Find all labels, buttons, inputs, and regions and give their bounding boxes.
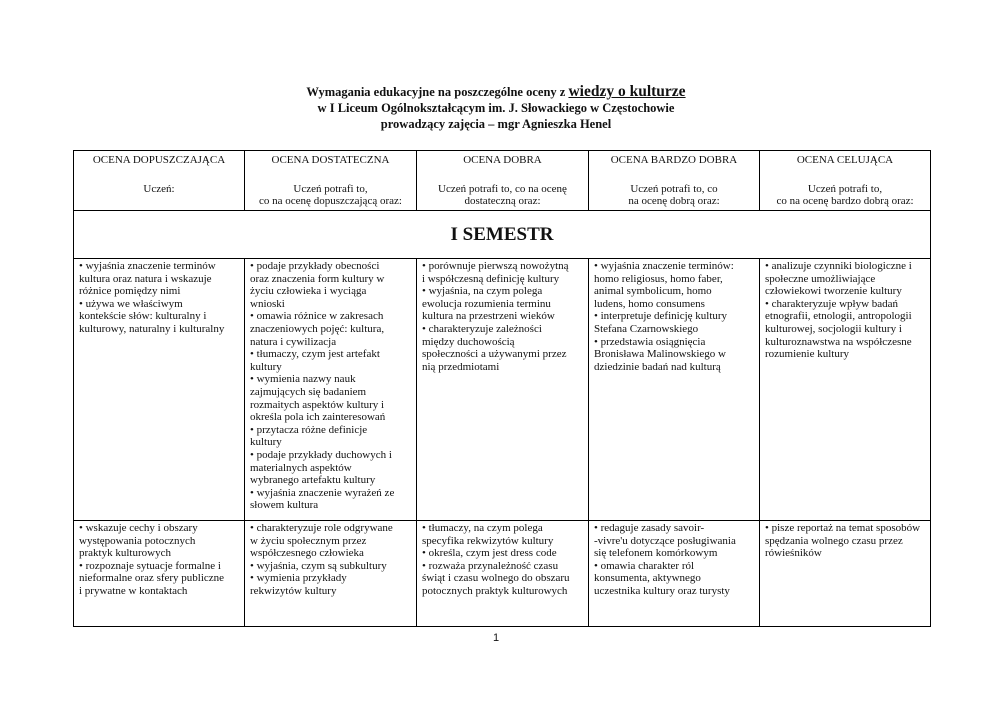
cell-line: praktyk kulturowych <box>79 547 171 560</box>
column-subtitle: Uczeń potrafi to, co <box>630 182 718 195</box>
cell-dostateczna <box>245 521 417 627</box>
column-header-3 <box>417 151 589 211</box>
cell-dobra <box>417 521 589 627</box>
cell-line: • porównuje pierwszą nowożytną <box>422 260 569 272</box>
header-subject: wiedzy o kulturze <box>568 83 686 100</box>
cell-line: kulturoznawstwa na współczesne <box>765 335 912 348</box>
cell-line: • interpretuje definicję kultury <box>594 310 728 323</box>
cell-line: specyfika rekwizytów kultury <box>422 534 554 547</box>
column-subtitle: Uczeń potrafi to, <box>807 182 883 195</box>
cell-line: • tłumaczy, czym jest artefakt <box>250 348 380 361</box>
cell-line: • tłumaczy, na czym polega <box>422 522 543 534</box>
column-subtitle: dostateczną oraz: <box>464 195 541 208</box>
cell-bardzo-dobra <box>589 259 760 521</box>
cell-dobra <box>417 259 589 521</box>
semester-heading: I SEMESTR <box>74 211 931 259</box>
cell-line: kultura na przestrzeni wieków <box>422 310 555 323</box>
cell-line: dziedzinie badań nad kulturą <box>594 360 721 373</box>
semester-row <box>74 211 931 259</box>
cell-line: rozumienie kultury <box>765 348 850 361</box>
header-line-2: w I Liceum Ogólnokształcącym im. J. Słowackiego w Częstochowie <box>317 101 675 115</box>
cell-line: • analizuje czynniki biologiczne i <box>765 260 912 272</box>
table-row <box>74 259 931 521</box>
column-title: OCENA DOBRA <box>463 154 542 166</box>
cell-line: • pisze reportaż na temat sposobów <box>765 522 921 534</box>
cell-line: kulturowy, naturalny i kulturalny <box>79 322 225 335</box>
cell-line: rówieśników <box>765 547 822 560</box>
cell-line: kulturowej, socjologii kultury i <box>765 322 902 335</box>
cell-bardzo-dobra <box>589 521 760 627</box>
document-header <box>0 84 992 132</box>
cell-line: znaczeniowych pojęć: kultura, <box>250 322 385 335</box>
cell-line: • rozpoznaje sytuacje formalne i <box>79 559 221 572</box>
cell-line: społeczności a używanymi przez <box>422 348 567 361</box>
cell-line: • wskazuje cechy i obszary <box>79 522 198 534</box>
cell-line: • podaje przykłady obecności <box>250 260 380 272</box>
cell-line: kontekście słów: kulturalny i <box>79 310 207 323</box>
cell-line: • podaje przykłady duchowych i <box>250 448 392 461</box>
cell-line: • wyjaśnia znaczenie wyrażeń ze <box>250 486 395 499</box>
column-subtitle: co na ocenę bardzo dobrą oraz: <box>776 195 914 208</box>
header-line-3: prowadzący zajęcia – mgr Agnieszka Henel <box>380 117 612 131</box>
cell-line: uczestnika kultury oraz turysty <box>594 584 730 597</box>
cell-line: różnice pomiędzy nimi <box>79 285 181 298</box>
cell-line: nieformalne oraz sfery publiczne <box>79 572 225 585</box>
cell-line: między duchowością <box>422 335 515 348</box>
cell-line: w życiu społecznym przez <box>250 534 367 547</box>
cell-line: • wyjaśnia, na czym polega <box>422 285 543 298</box>
column-subtitle: Uczeń potrafi to, co na ocenę <box>438 182 567 195</box>
cell-line: słowem kultura <box>250 499 319 512</box>
cell-line: kultury <box>250 436 282 449</box>
cell-line: życiu człowieka i wyciąga <box>250 285 367 298</box>
table-row <box>74 521 931 627</box>
cell-celujaca <box>760 259 931 521</box>
column-header-row <box>74 151 931 211</box>
cell-line: kultury <box>250 360 282 373</box>
column-title: OCENA CELUJĄCA <box>796 154 894 166</box>
cell-dopuszczajaca <box>74 521 245 627</box>
cell-line: • przytacza różne definicje <box>250 423 368 436</box>
column-subtitle: Uczeń: <box>143 182 175 195</box>
cell-line: natura i cywilizacja <box>250 335 337 348</box>
cell-line: spędzania wolnego czasu przez <box>765 534 903 547</box>
cell-line: • określa, czym jest dress code <box>422 547 557 560</box>
page-number: 1 <box>492 632 500 644</box>
column-title: OCENA DOSTATECZNA <box>271 154 390 166</box>
cell-line: • wyjaśnia znaczenie terminów: <box>594 260 734 272</box>
cell-line: społeczne umożliwiające <box>765 272 876 285</box>
cell-line: rekwizytów kultury <box>250 584 337 597</box>
column-header-5 <box>760 151 931 211</box>
header-line-1-prefix: Wymagania edukacyjne na poszczególne oceny z <box>306 85 569 99</box>
cell-line: człowiekowi tworzenie kultury <box>765 285 902 298</box>
cell-line: współczesnego człowieka <box>250 547 364 560</box>
cell-line: potocznych praktyk kulturowych <box>422 584 568 597</box>
cell-line: etnografii, etnologii, antropologii <box>765 310 912 323</box>
cell-line: rozmaitych aspektów kultury i <box>250 398 385 411</box>
cell-line: zajmujących się badaniem <box>250 385 367 398</box>
column-title: OCENA DOPUSZCZAJĄCA <box>92 154 226 166</box>
cell-line: • wyjaśnia, czym są subkultury <box>250 559 387 572</box>
column-subtitle: Uczeń potrafi to, <box>293 182 368 195</box>
cell-line: • omawia charakter ról <box>594 559 695 572</box>
column-title: OCENA BARDZO DOBRA <box>610 154 738 166</box>
cell-line: kultura oraz natura i wskazuje <box>79 272 212 285</box>
cell-line: -vivre'u dotyczące posługiwania <box>594 534 736 547</box>
cell-line: • wymienia przykłady <box>250 572 347 585</box>
column-subtitle: co na ocenę dopuszczającą oraz: <box>259 195 402 208</box>
cell-line: oraz znaczenia form kultury w <box>250 272 385 285</box>
cell-line: • omawia różnice w zakresach <box>250 310 384 323</box>
cell-line: ludens, homo consumens <box>594 297 705 310</box>
cell-line: Bronisława Malinowskiego w <box>594 348 726 361</box>
cell-celujaca <box>760 521 931 627</box>
cell-line: i współczesną definicję kultury <box>422 272 560 285</box>
cell-line: wybranego artefaktu kultury <box>250 474 376 487</box>
cell-line: • przedstawia osiągnięcia <box>594 335 706 348</box>
cell-line: • charakteryzuje role odgrywane <box>250 522 393 534</box>
cell-line: homo religiosus, homo faber, <box>594 272 723 285</box>
cell-line: • charakteryzuje zależności <box>422 322 542 335</box>
requirements-table <box>73 150 931 627</box>
cell-line: i prywatne w kontaktach <box>79 584 188 597</box>
cell-line: • charakteryzuje wpływ badań <box>765 297 899 310</box>
cell-line: Stefana Czarnowskiego <box>594 322 699 335</box>
column-header-2 <box>245 151 417 211</box>
cell-line: występowania potocznych <box>79 534 196 547</box>
cell-line: wnioski <box>250 297 285 310</box>
cell-dopuszczajaca <box>74 259 245 521</box>
cell-line: • używa we właściwym <box>79 297 183 310</box>
cell-line: konsumenta, aktywnego <box>594 572 701 585</box>
cell-line: • wymienia nazwy nauk <box>250 373 356 386</box>
cell-line: materialnych aspektów <box>250 461 352 474</box>
cell-line: świąt i czasu wolnego do obszaru <box>422 572 570 585</box>
cell-line: • redaguje zasady savoir- <box>594 522 705 534</box>
header-line-1 <box>0 84 992 100</box>
cell-line: określa pola ich zainteresowań <box>250 411 386 424</box>
cell-line: • wyjaśnia znaczenie terminów <box>79 260 216 272</box>
cell-line: ewolucja rozumienia terminu <box>422 297 551 310</box>
column-header-1 <box>74 151 245 211</box>
cell-dostateczna <box>245 259 417 521</box>
cell-line: nią przedmiotami <box>422 360 500 373</box>
cell-line: się telefonem komórkowym <box>594 547 718 560</box>
column-subtitle: na ocenę dobrą oraz: <box>628 195 720 208</box>
cell-line: • rozważa przynależność czasu <box>422 559 559 572</box>
column-header-4 <box>589 151 760 211</box>
cell-line: animal symbolicum, homo <box>594 285 712 298</box>
